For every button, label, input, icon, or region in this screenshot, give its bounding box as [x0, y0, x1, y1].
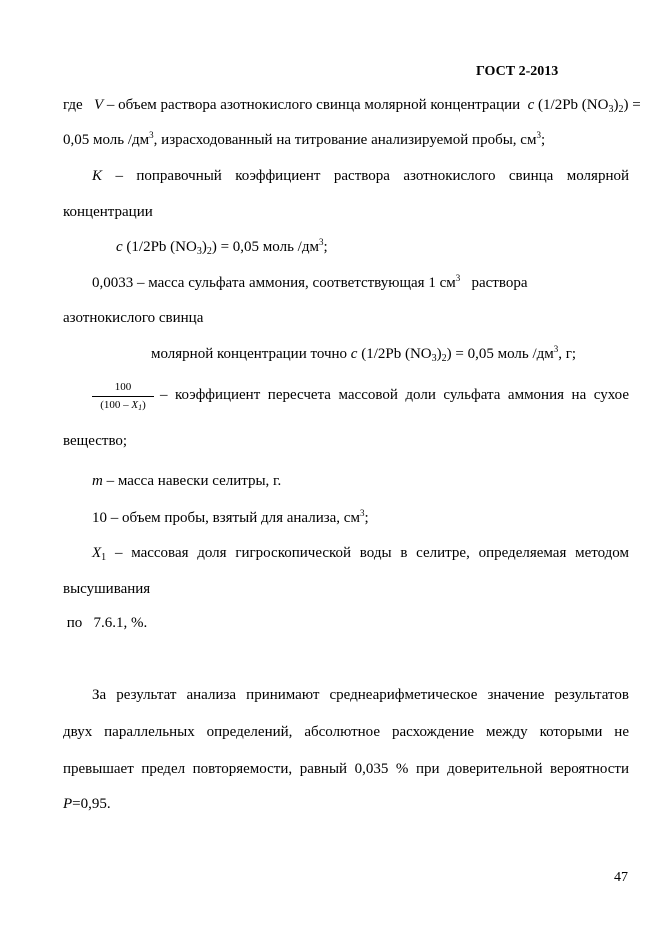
definition-k-line: K – поправочный коэффициент раствора азотнокислого свинца молярной — [92, 168, 629, 184]
definition-k-continuation: концентрации — [63, 204, 153, 220]
concentration-formula-2: молярной концентрации точно c (1/2Pb $(NO_3)_2) = 0,05$ моль $/дм^3$, г; — [151, 344, 577, 364]
document-header-gost: ГОСТ 2-2013 — [476, 64, 559, 79]
page-number: 47 — [614, 870, 628, 885]
result-paragraph-line-1: За результат анализа принимают среднеарифметическое значение результатов — [92, 687, 629, 703]
definition-x1-continuation: высушивания — [63, 581, 151, 597]
definition-x1-line: $X_1$ – массовая доля гигроскопической воды в селитре, определяемая методом — [92, 545, 630, 563]
definition-coefficient-continuation: азотнокислого свинца — [63, 310, 204, 326]
fraction-numerator: 100 — [114, 381, 132, 393]
definition-coefficient-line: 0,0033 – масса сульфата аммония, соответствующая 1 $см^3$ раствора — [92, 273, 528, 291]
dry-matter-fraction — [92, 380, 154, 412]
fraction-bar — [92, 396, 154, 397]
definition-v-continuation: 0,05 моль $/дм^3$, израсходованный на титрование анализируемой пробы, $см^3$; — [63, 130, 546, 148]
result-paragraph-line-4: P=0,95. — [63, 796, 111, 812]
definition-m-line: m – масса навески селитры, г. — [92, 473, 282, 489]
definition-x1-reference: по 7.6.1, %. — [63, 615, 148, 631]
fraction-description-continuation: вещество; — [63, 433, 128, 449]
result-paragraph-line-3: превышает предел повторяемости, равный 0,035 % при доверительной вероятности — [63, 761, 629, 777]
definition-ten-line: 10 – объем пробы, взятый для анализа, $см^3$; — [92, 508, 369, 526]
fraction-denominator: $(100 - X_1)$ — [100, 399, 146, 412]
result-paragraph-line-2: двух параллельных определений, абсолютное расхождение между которыми не — [63, 724, 629, 740]
definition-v-line: где V – объем раствора азотнокислого свинца молярной концентрации c (1/2Pb $(NO_3)_2$) = — [63, 97, 641, 115]
concentration-formula-1: c (1/2Pb $(NO_3)_2) = 0,05$ моль $/дм^3$; — [116, 237, 328, 257]
fraction-description-line: – коэффициент пересчета массовой доли сульфата аммония на сухое — [160, 387, 629, 403]
